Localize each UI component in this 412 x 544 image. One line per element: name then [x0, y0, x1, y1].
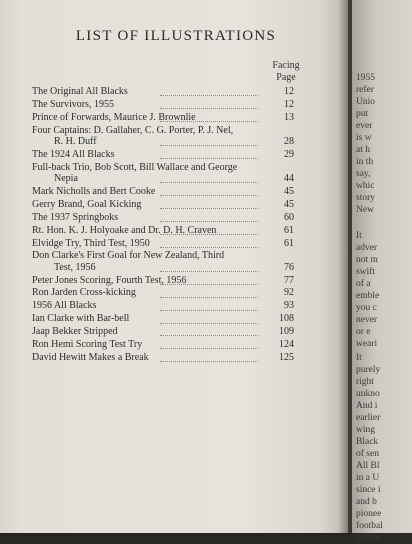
illustration-title-continued: Nepia — [54, 173, 78, 185]
right-page-text-fragment: purely — [356, 365, 381, 375]
dot-leader — [160, 95, 258, 96]
right-page-text-fragment: in a U — [356, 473, 380, 483]
illustration-title-continued: Test, 1956 — [54, 261, 96, 273]
dot-leader — [160, 348, 258, 349]
list-item — [32, 199, 298, 210]
list-item — [32, 99, 298, 110]
right-page-text-fragment: It — [356, 231, 362, 241]
illustration-title: The 1937 Springboks — [32, 211, 119, 223]
right-page-text-fragment: adver — [356, 243, 378, 253]
right-page-text-fragment: and b — [356, 497, 377, 507]
illustration-title: Prince of Forwards, Maurice J. Brownlie — [32, 111, 196, 123]
page-number: 108 — [279, 313, 294, 325]
dot-leader — [160, 195, 258, 196]
right-page-text-fragment: 1955 — [356, 73, 375, 83]
dot-leader — [160, 221, 258, 222]
dot-leader — [160, 361, 258, 362]
illustration-title: Four Captains: D. Gallaher, C. G. Porter, P. J. Nel, — [32, 124, 234, 136]
page-number: 77 — [284, 274, 294, 286]
right-page-text-fragment: And i — [356, 401, 378, 411]
list-item — [32, 250, 298, 273]
right-page-text-fragment: ever — [356, 121, 373, 131]
page-number: 28 — [284, 135, 294, 147]
illustration-title: Gerry Brand, Goal Kicking — [32, 198, 142, 210]
illustration-title: Full-back Trio, Bob Scott, Bill Wallace and George — [32, 161, 238, 173]
illustration-title-continued: R. H. Duff — [54, 135, 97, 147]
right-page-text-fragment: story — [356, 193, 375, 203]
list-item — [32, 149, 298, 160]
right-page-text-fragment: is w — [356, 133, 372, 143]
right-page-text-fragment: refer — [356, 85, 374, 95]
right-page-text-fragment: never — [356, 315, 378, 325]
page-number: 92 — [284, 287, 294, 299]
illustration-title: Mark Nicholls and Bert Cooke — [32, 185, 156, 197]
page-title: LIST OF ILLUSTRATIONS — [75, 28, 277, 44]
page-number: 61 — [284, 224, 294, 236]
illustration-title: 1956 All Blacks — [32, 300, 97, 312]
page-number: 44 — [284, 173, 294, 185]
page-number: 45 — [284, 198, 294, 210]
page-number: 124 — [279, 339, 294, 351]
right-page-text-fragment: earlier — [356, 413, 381, 423]
right-page-text-fragment: say, — [356, 169, 371, 179]
page-number: 93 — [284, 300, 294, 312]
right-page-text-fragment: or e — [356, 327, 371, 337]
illustration-title: Ron Hemi Scoring Test Try — [32, 339, 143, 351]
list-item — [32, 225, 298, 236]
illustration-title: Rt. Hon. K. J. Holyoake and Dr. D. H. Craven — [32, 224, 217, 236]
list-item — [32, 352, 298, 363]
page-number: 29 — [284, 148, 294, 160]
illustration-title: David Hewitt Makes a Break — [32, 351, 149, 363]
right-page-text-fragment: put — [356, 109, 369, 119]
right-page-text-fragment: unkno — [356, 389, 380, 399]
illustration-title: Don Clarke's First Goal for New Zealand, Third — [32, 250, 225, 262]
list-item — [32, 112, 298, 123]
illustration-title: Ron Jarden Cross-kicking — [32, 287, 136, 299]
right-page-text-fragment: pionee — [356, 509, 382, 519]
page-number: 61 — [284, 237, 294, 249]
dot-leader — [160, 234, 258, 235]
illustration-title: The 1924 All Blacks — [32, 148, 115, 160]
facing-page-header — [264, 60, 308, 84]
dot-leader — [160, 182, 258, 183]
right-page-text-fragment: of a — [356, 279, 371, 289]
page-label: Page — [276, 72, 296, 83]
page-number: 109 — [279, 326, 294, 338]
illustration-title: The Survivors, 1955 — [32, 98, 114, 110]
right-page-text-fragment: Black — [356, 437, 379, 447]
dot-leader — [160, 335, 258, 336]
right-page-text-fragment: footbal — [356, 521, 383, 531]
right-page-text-fragment: not m — [356, 255, 378, 265]
right-page-text-fragment: of sen — [356, 449, 379, 459]
dot-leader — [160, 145, 258, 146]
right-page-text-fragment: New — [356, 205, 374, 215]
list-item — [32, 162, 298, 185]
list-item — [32, 326, 298, 337]
right-page-text-fragment: Unio — [356, 97, 375, 107]
facing-label: Facing — [272, 60, 300, 71]
list-item — [32, 212, 298, 223]
right-page-text-fragment: weari — [356, 339, 378, 349]
dot-leader — [160, 310, 258, 311]
right-page-text-fragment: emble — [356, 291, 380, 301]
dot-leader — [160, 297, 258, 298]
list-item — [32, 186, 298, 197]
list-item — [32, 313, 298, 324]
right-page-text-fragment: you c — [356, 303, 377, 313]
page-number: 13 — [284, 111, 294, 123]
right-page-text-fragment: at h — [356, 145, 370, 155]
right-page-text-fragment: in th — [356, 157, 374, 167]
right-page-text-fragment: right — [356, 377, 374, 387]
page-number: 76 — [284, 261, 294, 273]
dot-leader — [160, 247, 258, 248]
page-number: 45 — [284, 185, 294, 197]
right-page-text-fragment: All Bl — [356, 461, 380, 471]
list-item — [32, 287, 298, 298]
list-item — [32, 300, 298, 311]
list-item — [32, 86, 298, 97]
right-page — [352, 0, 412, 543]
dot-leader — [160, 323, 258, 324]
illustration-title: Peter Jones Scoring, Fourth Test, 1956 — [32, 274, 187, 286]
illustration-title: Ian Clarke with Bar-bell — [32, 313, 130, 325]
dot-leader — [160, 208, 258, 209]
right-page-text-fragment: whic — [356, 181, 375, 191]
list-item — [32, 275, 298, 286]
dot-leader — [160, 158, 258, 159]
dot-leader — [160, 271, 258, 272]
illustration-title: The Original All Blacks — [32, 86, 128, 97]
dot-leader — [160, 284, 258, 285]
illustration-title: Elvidge Try, Third Test, 1950 — [32, 237, 150, 249]
page-number: 12 — [284, 98, 294, 110]
list-item — [32, 339, 298, 350]
right-page-text-fragment: wing — [356, 425, 375, 435]
illustrations-list — [32, 86, 298, 365]
illustration-title: Jaap Bekker Stripped — [32, 326, 118, 338]
right-page-text-fragment: confor — [356, 533, 381, 543]
dot-leader — [160, 121, 258, 122]
right-page-text-fragment: swift — [356, 267, 375, 277]
page-number: 125 — [279, 351, 294, 363]
list-item — [32, 238, 298, 249]
page-number: 60 — [284, 211, 294, 223]
page-number: 12 — [284, 86, 294, 97]
dot-leader — [160, 108, 258, 109]
right-page-text-fragment: It — [356, 353, 362, 363]
list-item — [32, 125, 298, 148]
right-page-text-fragment: since i — [356, 485, 381, 495]
